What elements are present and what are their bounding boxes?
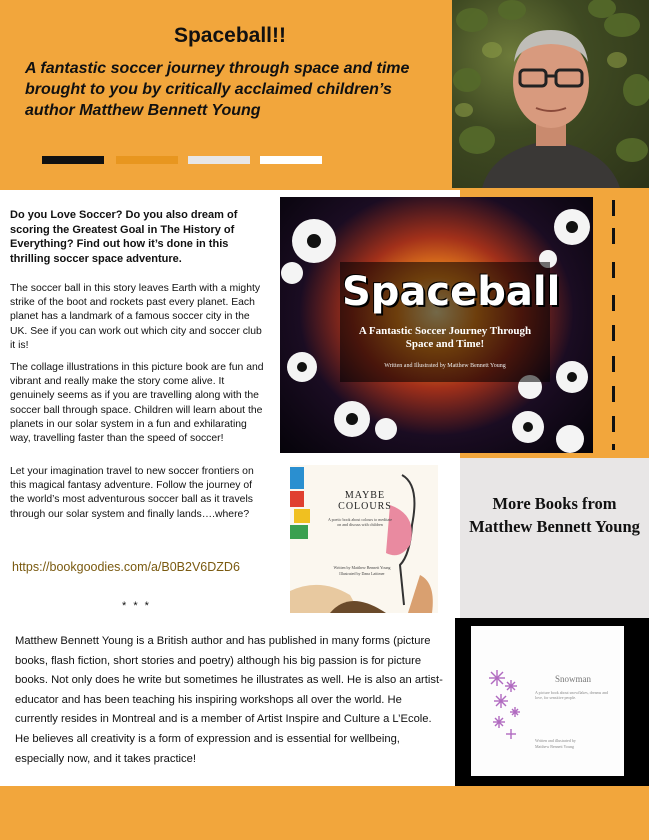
decor-dash (612, 356, 615, 372)
author-photo (452, 0, 649, 188)
maybe-colours-cover-image[interactable] (290, 465, 438, 613)
cover-tagline: A Fantastic Soccer Journey Through Space and Time! (358, 325, 532, 350)
page-title: Spaceball!! (173, 24, 287, 47)
decor-dash (612, 444, 615, 450)
decor-dash (612, 325, 615, 341)
cover-title: Spaceball (342, 269, 561, 315)
cover-credit: Written and Illustrated by Matthew Bennett Young (384, 363, 506, 369)
snowflake-icon (489, 670, 520, 739)
snowman-blurb: A picture book about snowflakes, dreams and love, for sensitive people. (535, 690, 608, 700)
intro-paragraph-3: Let your imagination travel to new soccer frontiers on this magical fantasy adventure. Follow the journey of the world’s most adventurous soccer ball as it travels through our solar system and finally lands….where? (10, 466, 254, 520)
snowman-credit-1: Written and illustrated by (535, 738, 576, 743)
decor-dash (612, 228, 615, 244)
snowman-credit-2: Matthew Bennett Young (535, 744, 574, 749)
intro-paragraph-2: The collage illustrations in this picture book are fun and vibrant and really make the story come alive. It genuinely seems as if you are travelling along with the soccer ball through space. Children will learn about the planets in our solar system in a fun and exhilarating way, travelling faster than the speed of soccer! (10, 362, 264, 445)
snowman-title: Snowman (555, 674, 591, 684)
section-separator: * * * (122, 600, 151, 612)
maybe-credit-2: Illustrated by Dana Lattimer (339, 571, 385, 576)
maybe-credit-1: Written by Matthew Bennett Young (333, 565, 391, 570)
maybe-blurb: A poetic book about colours to meditate on and discuss with children (328, 517, 392, 527)
more-books-heading: More Books from Matthew Bennett Young (469, 494, 640, 536)
spaceball-cover-image[interactable] (280, 197, 593, 453)
decor-dash (612, 200, 615, 216)
book-link[interactable]: https://bookgoodies.com/a/B0B2V6DZD6 (12, 560, 240, 574)
decor-dash (612, 262, 615, 278)
decor-bar-black (42, 156, 104, 164)
snowman-cover-image[interactable] (471, 626, 624, 776)
decor-dash (612, 295, 615, 311)
decor-bar-grey (188, 156, 250, 164)
maybe-title: MAYBE COLOURS (338, 490, 392, 512)
decor-bar-white (260, 156, 322, 164)
intro-paragraph-1: The soccer ball in this story leaves Earth with a mighty strike of the boot and rockets past every planet. Each planet has a landmark of a famous soccer city in the UK. See if you can work out which city and soccer club it is! (10, 283, 262, 351)
decor-bar-orange (116, 156, 178, 164)
page-subtitle: A fantastic soccer journey through space and time brought to you by critically acclaimed children’s author Matthew Bennett Young (25, 60, 410, 119)
author-bio: Matthew Bennett Young is a British author and has published in many forms (picture books, flash fiction, short stories and poetry) although his big passion is for picture books. Not only does he write but sometimes he illustrates as well. He is also an artist-educator and has been teaching his inspiring workshops all over the world. He currently resides in Montreal and is a member of Artist Inspire and Culture a L’Ecole. He believes all creativity is a form of expression and is essential for wellbeing, especially now, and it takes practice! (15, 635, 443, 765)
decor-dash (612, 416, 615, 432)
intro-question: Do you Love Soccer? Do you also dream of scoring the Greatest Goal in The History of Everything? Find out how it’s done in this thrilling soccer space adventure. (10, 209, 238, 265)
more-books-panel (460, 458, 649, 618)
decor-dash (612, 386, 615, 402)
